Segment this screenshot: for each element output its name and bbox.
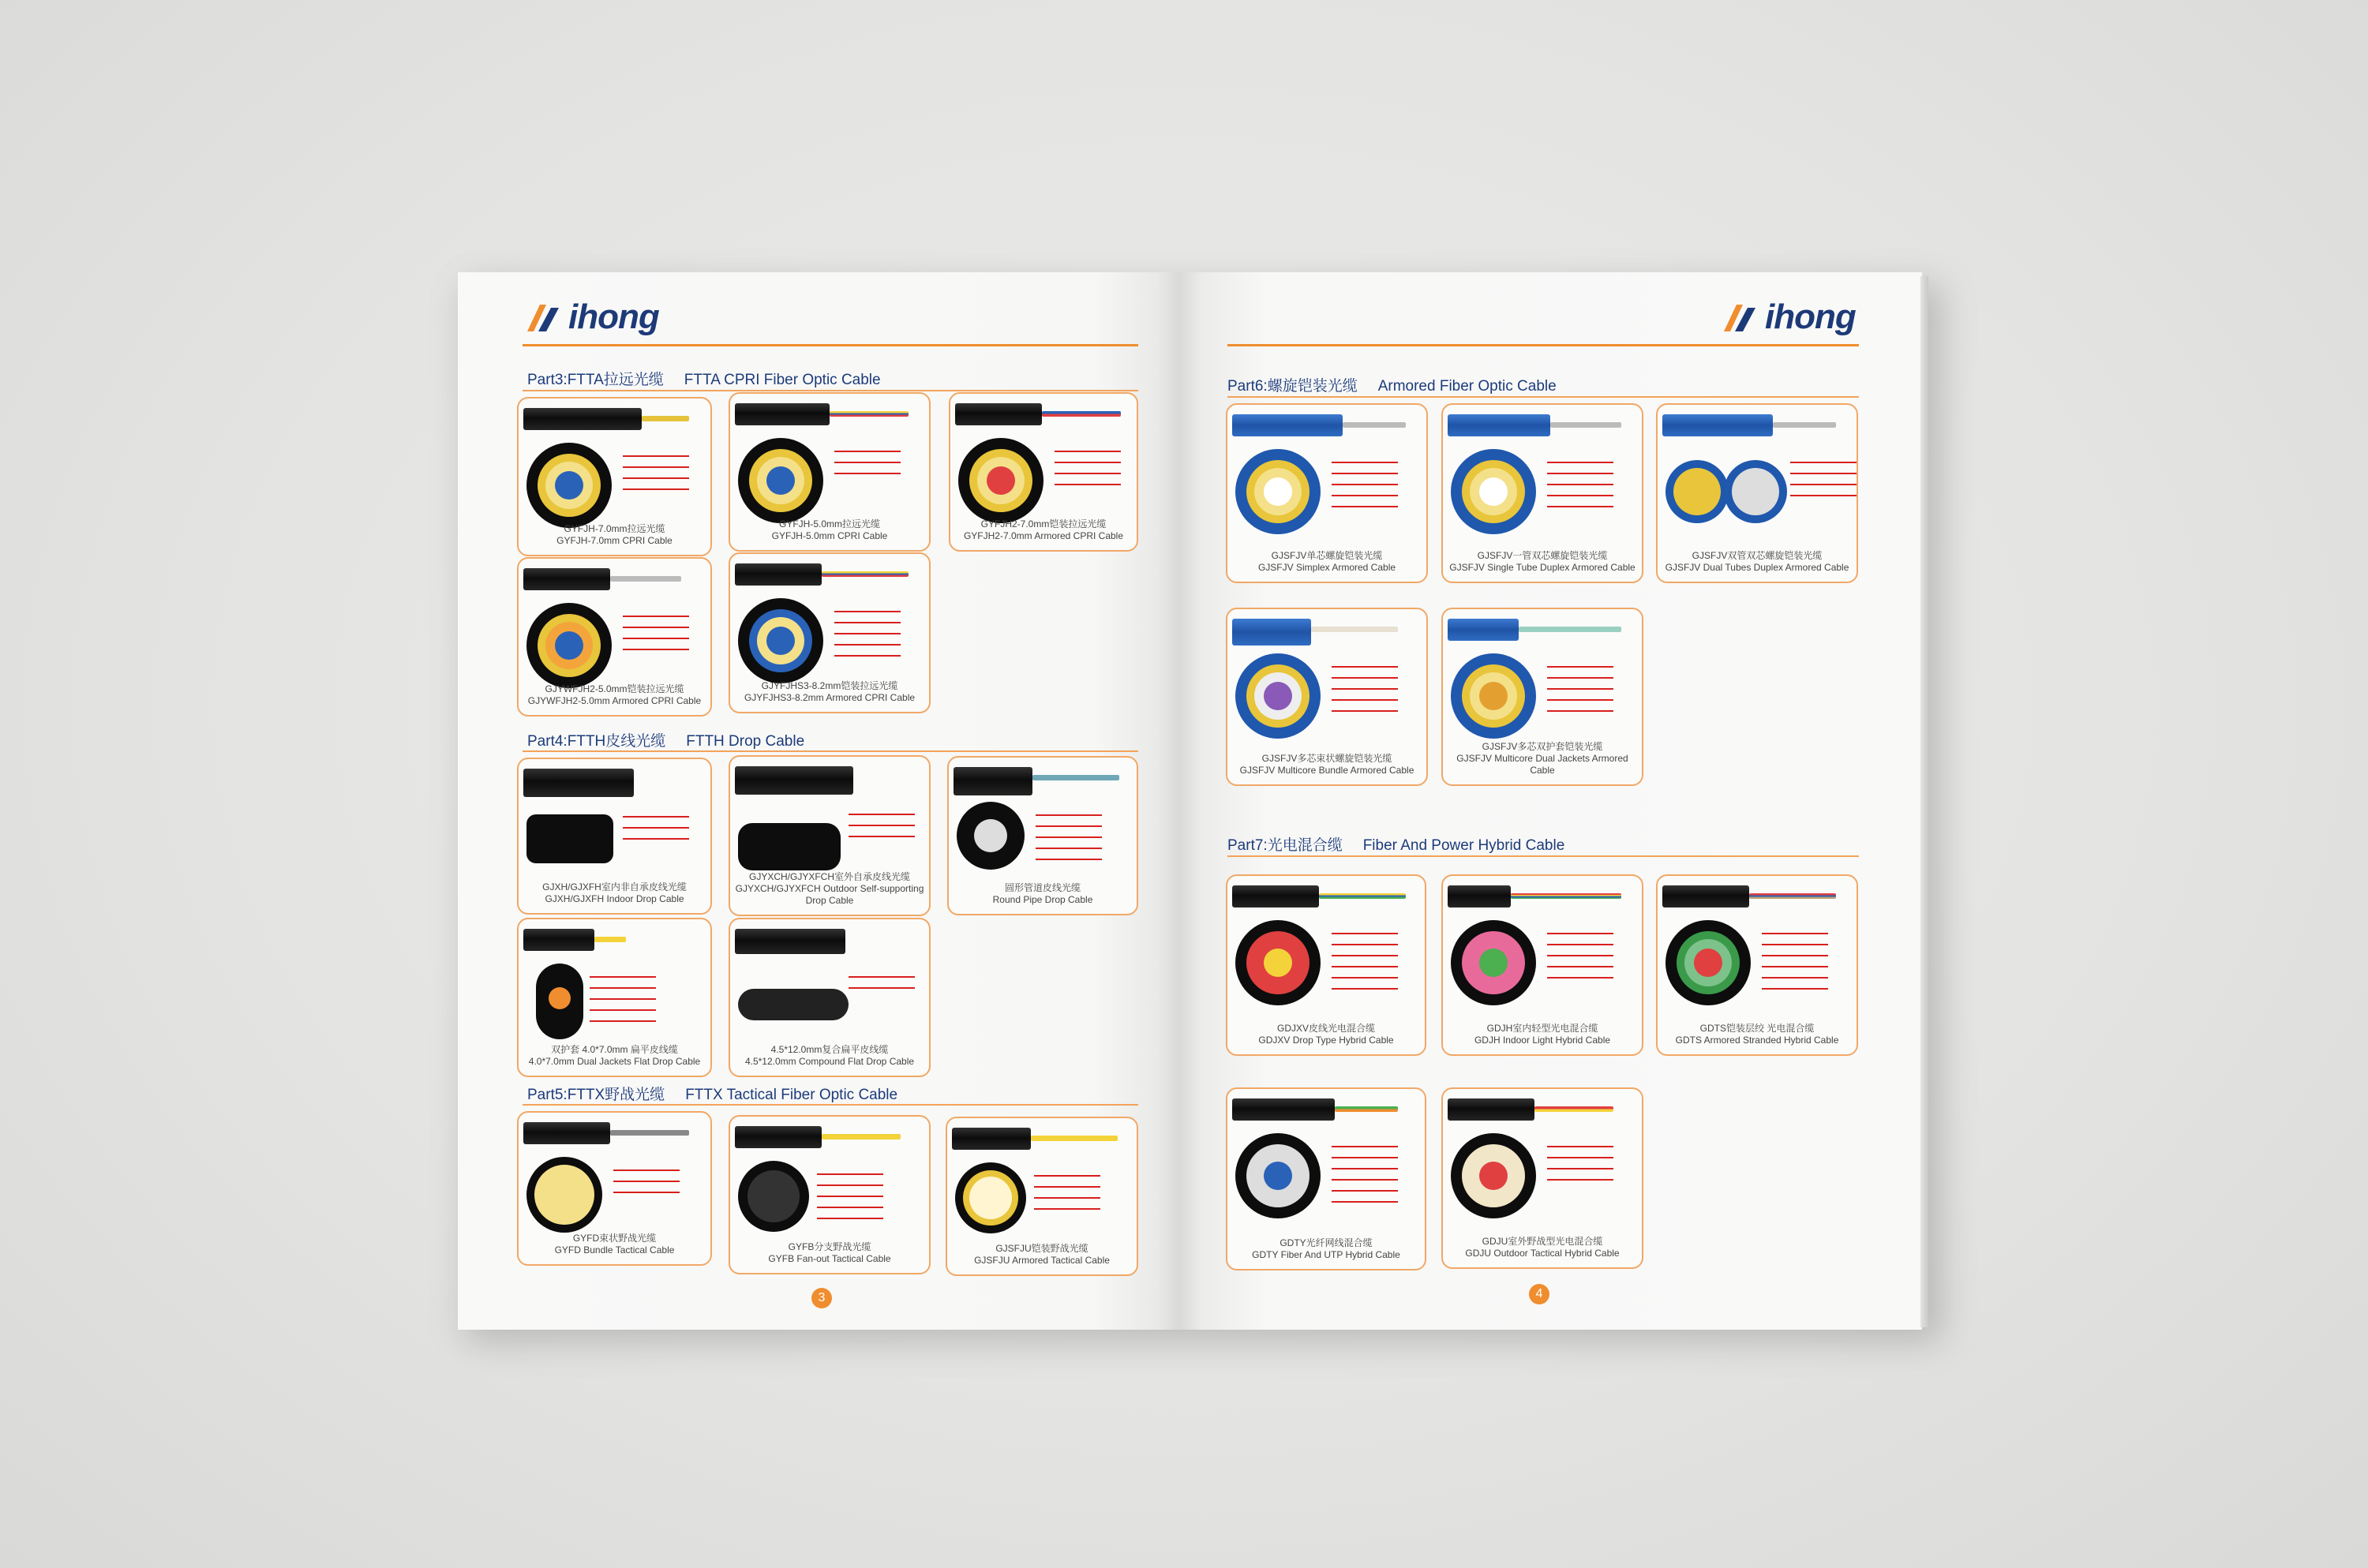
header-rule-left	[523, 344, 1138, 346]
product-caption: GDJXV皮线光电混合缆 GDJXV Drop Type Hybrid Cable	[1258, 1023, 1394, 1046]
section-title: Part5:FTTX野战光缆 FTTX Tactical Fiber Optic Cable	[527, 1087, 898, 1103]
product-card[interactable]	[1441, 1087, 1643, 1269]
product-caption: GDJU室外野战型光电混合缆 GDJU Outdoor Tactical Hybrid Cable	[1465, 1236, 1620, 1259]
product-caption: GJSFJU铠装野战光缆 GJSFJU Armored Tactical Cable	[974, 1243, 1110, 1266]
product-caption: GYFD束状野战光缆 GYFD Bundle Tactical Cable	[554, 1233, 675, 1256]
product-caption: GYFB分支野战光缆 GYFB Fan-out Tactical Cable	[768, 1241, 891, 1264]
product-caption: GYFJH2-7.0mm铠装拉远光缆 GYFJH2-7.0mm Armored CPRI Cable	[963, 518, 1124, 541]
page-stack-edge	[1920, 276, 1928, 1327]
product-caption: 双护套 4.0*7.0mm 扁平皮线缆 4.0*7.0mm Dual Jackets Flat Drop Cable	[528, 1044, 701, 1067]
product-card[interactable]	[517, 758, 712, 915]
product-caption: 4.5*12.0mm复合扁平皮线缆 4.5*12.0mm Compound Flat Drop Cable	[744, 1044, 915, 1067]
brand-logo-right	[1719, 294, 1856, 341]
product-caption: GYFJH-5.0mm拉远光缆 GYFJH-5.0mm CPRI Cable	[771, 518, 888, 541]
brand-name: ihong	[1765, 298, 1856, 336]
product-card[interactable]	[517, 557, 712, 717]
section-underline	[1227, 396, 1859, 398]
page-number: 4	[1529, 1284, 1549, 1304]
product-card[interactable]	[729, 1115, 931, 1274]
product-caption: GDTS铠装层绞 光电混合缆 GDTS Armored Stranded Hybrid Cable	[1675, 1023, 1839, 1046]
product-caption: GJSFJV单芯螺旋铠装光缆 GJSFJV Simplex Armored Cable	[1257, 550, 1396, 573]
product-card[interactable]	[946, 1117, 1138, 1276]
product-card[interactable]	[729, 755, 931, 916]
product-card[interactable]	[1226, 1087, 1426, 1270]
product-caption: GJYFJHS3-8.2mm铠装拉远光缆 GJYFJHS3-8.2mm Armored CPRI Cable	[744, 680, 916, 703]
product-card[interactable]	[729, 918, 931, 1077]
product-card[interactable]	[947, 756, 1138, 915]
product-card[interactable]	[1441, 608, 1643, 786]
product-card[interactable]	[1441, 403, 1643, 583]
section-underline	[523, 1104, 1138, 1106]
product-card[interactable]	[729, 552, 931, 713]
product-card[interactable]	[1226, 403, 1428, 583]
product-caption: GJSFJV双管双芯螺旋铠装光缆 GJSFJV Dual Tubes Duplex Armored Cable	[1665, 550, 1849, 573]
product-caption: GJXH/GJXFH室内非自承皮线光缆 GJXH/GJXFH Indoor Drop Cable	[542, 881, 687, 904]
product-caption: GYFJH-7.0mm拉远光缆 GYFJH-7.0mm CPRI Cable	[556, 523, 673, 546]
section-title: Part6:螺旋铠装光缆 Armored Fiber Optic Cable	[1227, 378, 1557, 395]
product-card[interactable]	[1656, 403, 1858, 583]
section-title: Part3:FTTA拉远光缆 FTTA CPRI Fiber Optic Cable	[527, 372, 881, 388]
product-caption: 圆形管道皮线光缆 Round Pipe Drop Cable	[992, 882, 1093, 905]
section-underline	[523, 390, 1138, 391]
product-caption: GJYWFJH2-5.0mm铠装拉远光缆 GJYWFJH2-5.0mm Armored CPRI Cable	[527, 683, 702, 706]
product-caption: GJYXCH/GJYXFCH室外自承皮线光缆 GJYXCH/GJYXFCH Outdoor Self-supporting Drop Cable	[735, 871, 924, 906]
brand-logo-left	[523, 294, 659, 341]
product-card[interactable]	[729, 392, 931, 552]
product-card[interactable]	[517, 397, 712, 556]
product-caption: GJSFJV多芯双护套铠装光缆 GJSFJV Multicore Dual Jackets Armored Cable	[1456, 741, 1628, 776]
product-caption: GDTY光纤网线混合缆 GDTY Fiber And UTP Hybrid Cable	[1252, 1237, 1400, 1260]
header-rule-right	[1227, 344, 1859, 346]
product-caption: GDJH室内轻型光电混合缆 GDJH Indoor Light Hybrid Cable	[1474, 1023, 1611, 1046]
page-number: 3	[811, 1288, 832, 1308]
product-card[interactable]	[1656, 874, 1858, 1056]
product-card[interactable]	[1226, 608, 1428, 786]
brand-mark-icon	[1719, 297, 1760, 338]
product-card[interactable]	[517, 1111, 712, 1266]
product-card[interactable]	[1226, 874, 1426, 1056]
product-card[interactable]	[949, 392, 1138, 552]
product-card[interactable]	[1441, 874, 1643, 1056]
section-underline	[523, 750, 1138, 752]
product-caption: GJSFJV多芯束状螺旋铠装光缆 GJSFJV Multicore Bundle Armored Cable	[1239, 753, 1414, 776]
brand-mark-icon	[523, 297, 564, 338]
section-title: Part7:光电混合缆 Fiber And Power Hybrid Cable	[1227, 837, 1565, 854]
brand-name: ihong	[568, 298, 659, 336]
section-underline	[1227, 855, 1859, 857]
section-title: Part4:FTTH皮线光缆 FTTH Drop Cable	[527, 733, 805, 750]
product-caption: GJSFJV一管双芯螺旋铠装光缆 GJSFJV Single Tube Duplex Armored Cable	[1449, 550, 1635, 573]
product-card[interactable]	[517, 918, 712, 1077]
